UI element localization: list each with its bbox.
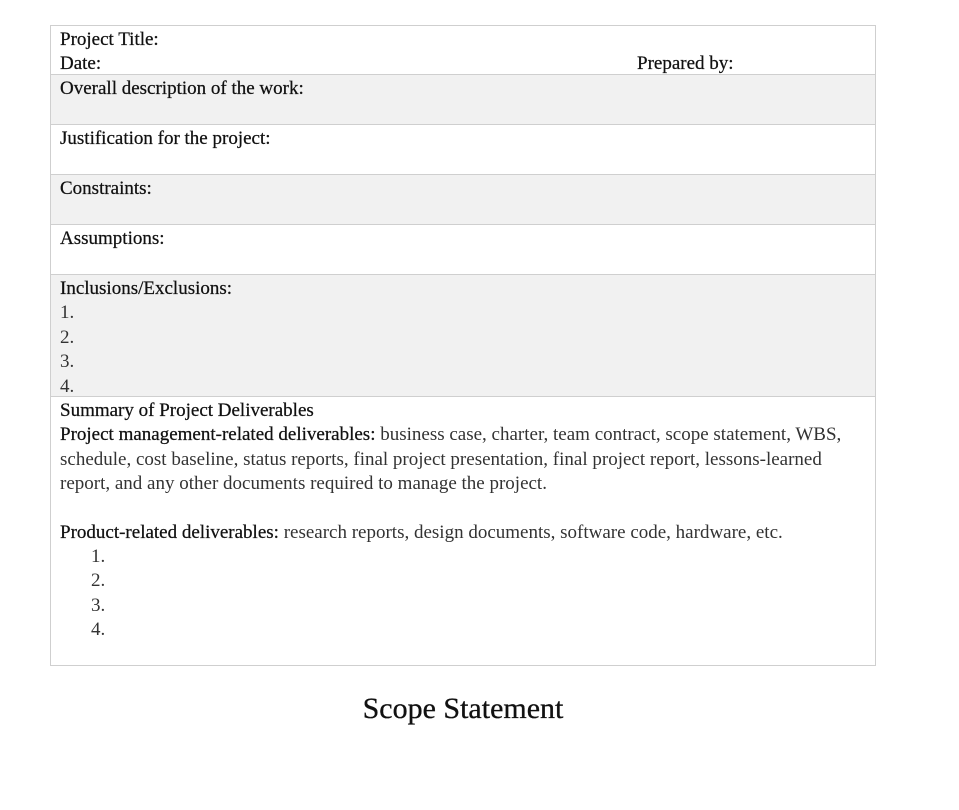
- pm-deliverables-paragraph: [60, 423, 866, 496]
- product-deliverables-label: Product-related deliverables:: [60, 521, 279, 543]
- header-row: [51, 26, 875, 75]
- deliverables-summary-row: [51, 397, 875, 665]
- scope-statement-form: [50, 25, 876, 666]
- assumptions-label: Assumptions:: [60, 228, 165, 249]
- list-item: 2.: [91, 570, 106, 592]
- document-title: Scope Statement: [362, 692, 564, 725]
- list-item: 4.: [60, 375, 75, 397]
- list-item: 1.: [60, 302, 75, 324]
- overall-description-row: [51, 75, 875, 125]
- overall-description-label: Overall description of the work:: [60, 78, 304, 99]
- paragraph-spacer: [60, 497, 866, 521]
- product-deliverables-paragraph: [60, 521, 866, 545]
- list-item: 3.: [60, 351, 75, 373]
- justification-label: Justification for the project:: [60, 128, 271, 149]
- product-deliverables-text: research reports, design documents, software code, hardware, etc.: [278, 521, 783, 543]
- list-item: 2.: [60, 326, 75, 348]
- constraints-row: [51, 175, 875, 225]
- inclusions-exclusions-label: Inclusions/Exclusions:: [60, 278, 233, 299]
- pm-deliverables-text: business case, charter, team contract, scope statement, WBS, schedule, cost baseline, status reports, final project presentation, final project report, lessons-learned report, and any other documents required to manage the project.: [60, 424, 842, 495]
- justification-row: [51, 125, 875, 175]
- list-item: 4.: [91, 619, 106, 641]
- pm-deliverables-label: Project management-related deliverables:: [60, 424, 376, 446]
- prepared-by-label: Prepared by:: [637, 53, 734, 74]
- date-label: Date:: [60, 53, 102, 75]
- list-item: 1.: [91, 546, 106, 568]
- assumptions-row: [51, 225, 875, 275]
- inclusions-exclusions-row: [51, 275, 875, 397]
- project-title-label: Project Title:: [60, 29, 159, 50]
- deliverables-summary-heading: Summary of Project Deliverables: [60, 400, 314, 421]
- constraints-label: Constraints:: [60, 178, 152, 199]
- list-item: 3.: [91, 594, 106, 616]
